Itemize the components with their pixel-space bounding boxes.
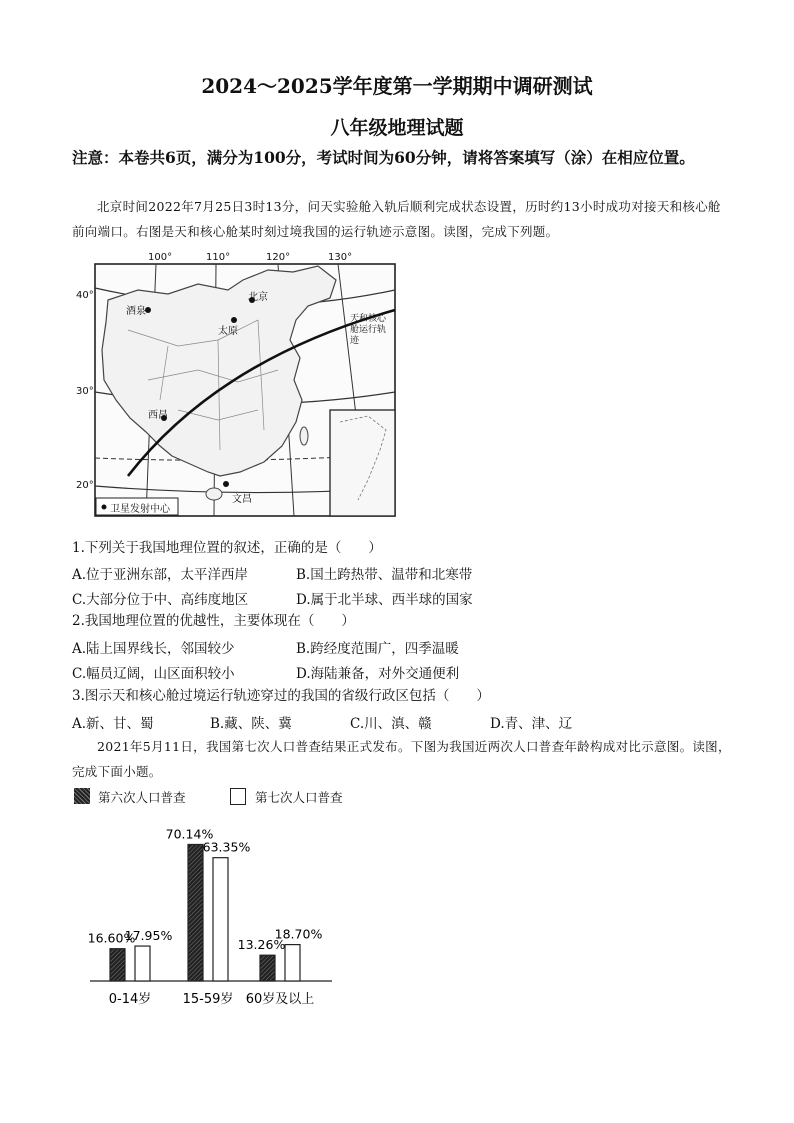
passage-1: 北京时间2022年7月25日3时13分，问天实验舱入轨后顺利完成状态设置，历时约13小时成功对接天和核心舱前向端口。右图是天和核心舱某时刻过境我国的运行轨迹示意图。读图，完成下列题。 [72, 199, 721, 239]
q3-option-d[interactable]: D.青、津、辽 [490, 716, 573, 732]
q2-option-b[interactable]: B.跨经度范围广，四季温暖 [296, 641, 459, 657]
lon-label-100: 100° [148, 252, 173, 263]
label-wenchang: 文昌 [232, 494, 252, 505]
question-2: 2.我国地理位置的优越性，主要体现在（ ） [72, 613, 355, 629]
population-chart [70, 815, 350, 1015]
label-orbit-track: 天和核心舱运行轨迹 [350, 314, 387, 346]
passage-2: 2021年5月11日，我国第七次人口普查结果正式发布。下图为我国近两次人口普查年龄构成对比示意图。读图，完成下面小题。 [72, 739, 731, 779]
map-figure [68, 250, 408, 522]
data-label-seventh-1: 63.35% [202, 839, 251, 855]
label-beijing: 北京 [248, 292, 268, 303]
q3-option-c[interactable]: C.川、滇、赣 [350, 716, 432, 732]
lon-label-130: 130° [328, 252, 353, 263]
bar-sixth-2 [260, 955, 275, 981]
bar-seventh-1 [213, 858, 228, 981]
lon-label-120: 120° [266, 252, 291, 263]
lat-label-20: 20° [76, 480, 94, 491]
bar-sixth-0 [110, 949, 125, 981]
bar-seventh-0 [135, 946, 150, 981]
data-label-sixth-1: 70.14% [165, 826, 214, 842]
question-1: 1.下列关于我国地理位置的叙述，正确的是（ ） [72, 540, 382, 556]
label-taiyuan: 太原 [218, 326, 238, 337]
bar-seventh-2 [285, 945, 300, 981]
lat-label-40: 40° [76, 290, 94, 301]
q2-option-d[interactable]: D.海陆兼备，对外交通便利 [296, 666, 460, 682]
q3-option-b[interactable]: B.藏、陕、冀 [210, 716, 292, 732]
south-sea-inset [330, 410, 395, 516]
q2-option-c[interactable]: C.幅员辽阔，山区面积较小 [72, 666, 235, 682]
legend-label-seventh: 第七次人口普查 [255, 790, 343, 805]
q1-option-a[interactable]: A.位于亚洲东部，太平洋西岸 [72, 567, 249, 583]
q1-option-b[interactable]: B.国土跨热带、温带和北寒带 [296, 567, 473, 583]
q3-option-a[interactable]: A.新、甘、蜀 [72, 716, 154, 732]
category-label-0: 0-14岁 [108, 992, 152, 1007]
site-wenchang-marker [223, 481, 229, 487]
legend-label-sixth: 第六次人口普查 [98, 790, 186, 805]
population-chart-svg [70, 815, 350, 1015]
hainan-island [206, 488, 222, 500]
taiwan-island [300, 427, 308, 445]
category-label-1: 15-59岁 [182, 992, 234, 1007]
page-title: 2024～2025学年度第一学期期中调研测试 [201, 74, 593, 98]
lat-label-30: 30° [76, 386, 94, 397]
q2-option-a[interactable]: A.陆上国界线长，邻国较少 [72, 641, 235, 657]
data-label-seventh-2: 18.70% [274, 926, 323, 942]
legend-swatch-seventh [230, 788, 246, 805]
bar-sixth-1 [188, 844, 203, 981]
data-label-sixth-2: 13.26% [237, 937, 286, 953]
page-subtitle: 八年级地理试题 [330, 117, 464, 139]
q1-option-c[interactable]: C.大部分位于中、高纬度地区 [72, 592, 249, 608]
category-label-2: 60岁及以上 [245, 992, 315, 1007]
q1-option-d[interactable]: D.属于北半球、西半球的国家 [296, 592, 473, 608]
data-label-seventh-0: 17.95% [124, 928, 173, 944]
notice-text: 注意：本卷共6页，满分为100分，考试时间为60分钟，请将答案填写（涂）在相应位置。 [72, 148, 695, 167]
lon-label-110: 110° [206, 252, 231, 263]
china-map [68, 250, 408, 522]
label-xichang: 西昌 [148, 410, 168, 421]
question-3: 3.图示天和核心舱过境运行轨迹穿过的我国的省级行政区包括（ ） [72, 688, 490, 704]
label-jiuquan: 酒泉 [126, 306, 146, 317]
data-label-sixth-0: 16.60% [87, 930, 136, 946]
legend-label: 卫星发射中心 [110, 504, 170, 515]
legend-swatch-sixth [74, 788, 90, 804]
legend-dot [102, 505, 107, 510]
